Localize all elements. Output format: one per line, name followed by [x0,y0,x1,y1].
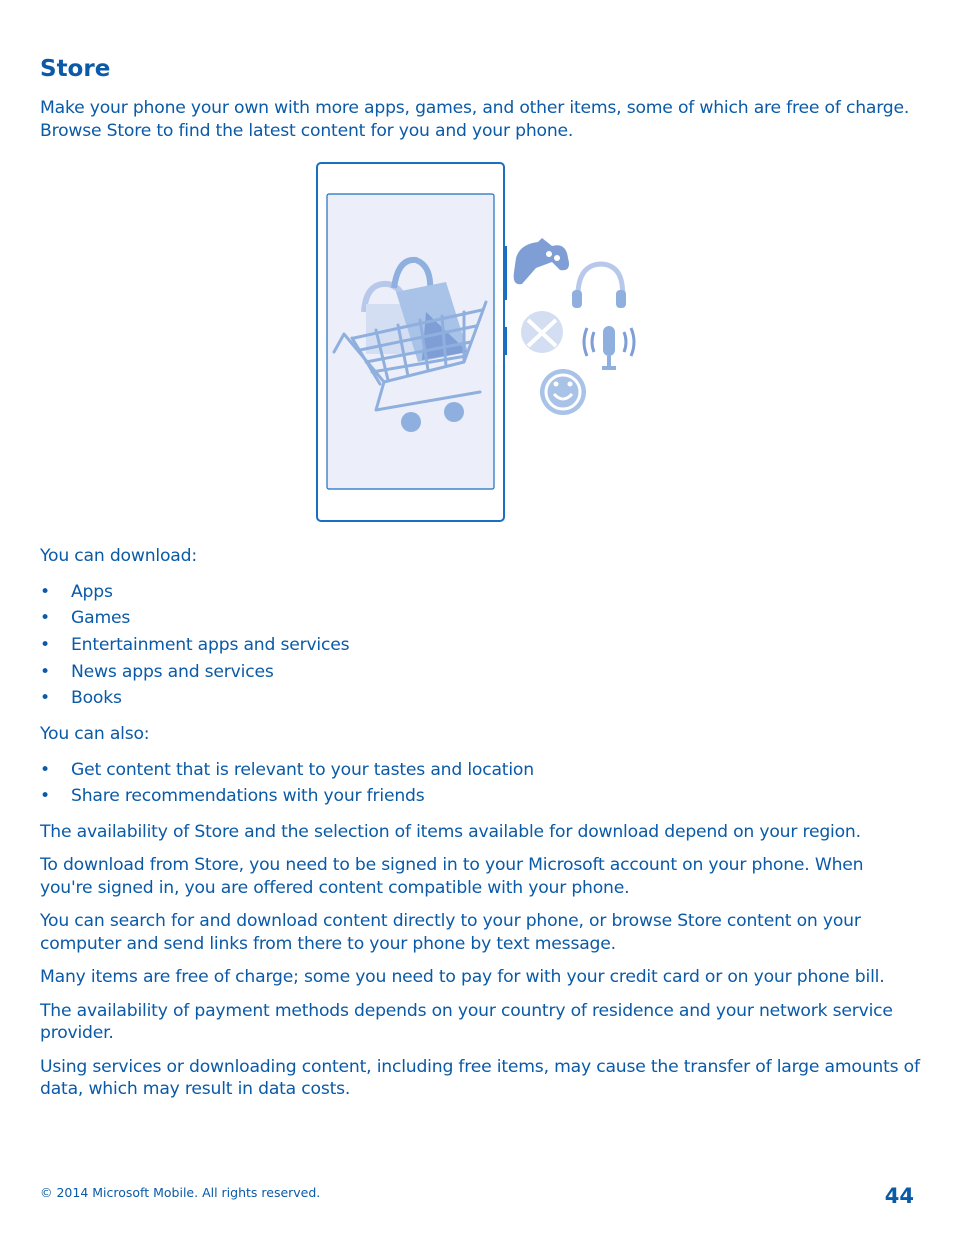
list-item [40,685,920,712]
bullet: • [40,608,50,629]
xbox-icon [521,311,563,353]
list-item-text: Books [71,688,122,709]
bullet: • [40,786,50,807]
paragraph: Many items are free of charge; some you need to pay for with your credit card or on your phone bill. [40,967,885,988]
cart-wheel [401,412,421,432]
bullet: • [40,581,50,602]
list-item [40,783,920,810]
also-list [40,757,920,810]
cart-wheel [444,402,464,422]
headphones-icon [578,264,623,302]
paragraph: To download from Store, you need to be signed in to your Microsoft account on your phone. When you're signed in, you are offered content compatible with your phone. [40,855,864,898]
list-item-text: Games [71,608,131,629]
list-item-text: Get content that is relevant to your tastes and location [71,759,534,780]
also-heading: You can also: [40,724,150,745]
microphone-icon [584,326,634,370]
list-item-text: News apps and services [71,661,274,682]
headphones-icon [616,290,626,308]
list-item [40,659,920,686]
intro-paragraph: Make your phone your own with more apps, games, and other items, some of which are free of charge. Browse Store to find the latest content for you and your phone. [40,98,910,141]
list-item [40,632,920,659]
list-item-text: Share recommendations with your friends [71,786,425,807]
list-item [40,757,920,784]
paragraph: The availability of payment methods depends on your country of residence and your network service provider. [40,1000,893,1044]
bullet: • [40,688,50,709]
phone-side-button [504,327,507,355]
list-item-text: Entertainment apps and services [71,634,350,655]
smiley-icon [540,369,586,415]
download-heading: You can download: [40,546,197,566]
page-title: Store [40,56,111,82]
list-item-text: Apps [71,581,113,602]
list-item [40,579,920,606]
bullet: • [40,661,50,682]
store-illustration [316,162,646,524]
page-number: 44 [884,1184,914,1208]
paragraph: Using services or downloading content, including free items, may cause the transfer of large amounts of data, which may result in data costs. [40,1056,920,1100]
phone-side-button [504,246,507,300]
bullet: • [40,759,50,780]
paragraph: The availability of Store and the selection of items available for download depend on your region. [40,821,861,842]
headphones-icon [572,290,582,308]
game-controller-icon [514,238,569,284]
footer-copyright: © 2014 Microsoft Mobile. All rights reserved. [40,1185,321,1200]
bullet: • [40,634,50,655]
body-content [40,545,920,1112]
download-list [40,579,920,713]
paragraph: You can search for and download content directly to your phone, or browse Store content on your computer and send links from there to your phone by text message. [40,911,861,954]
list-item [40,605,920,632]
